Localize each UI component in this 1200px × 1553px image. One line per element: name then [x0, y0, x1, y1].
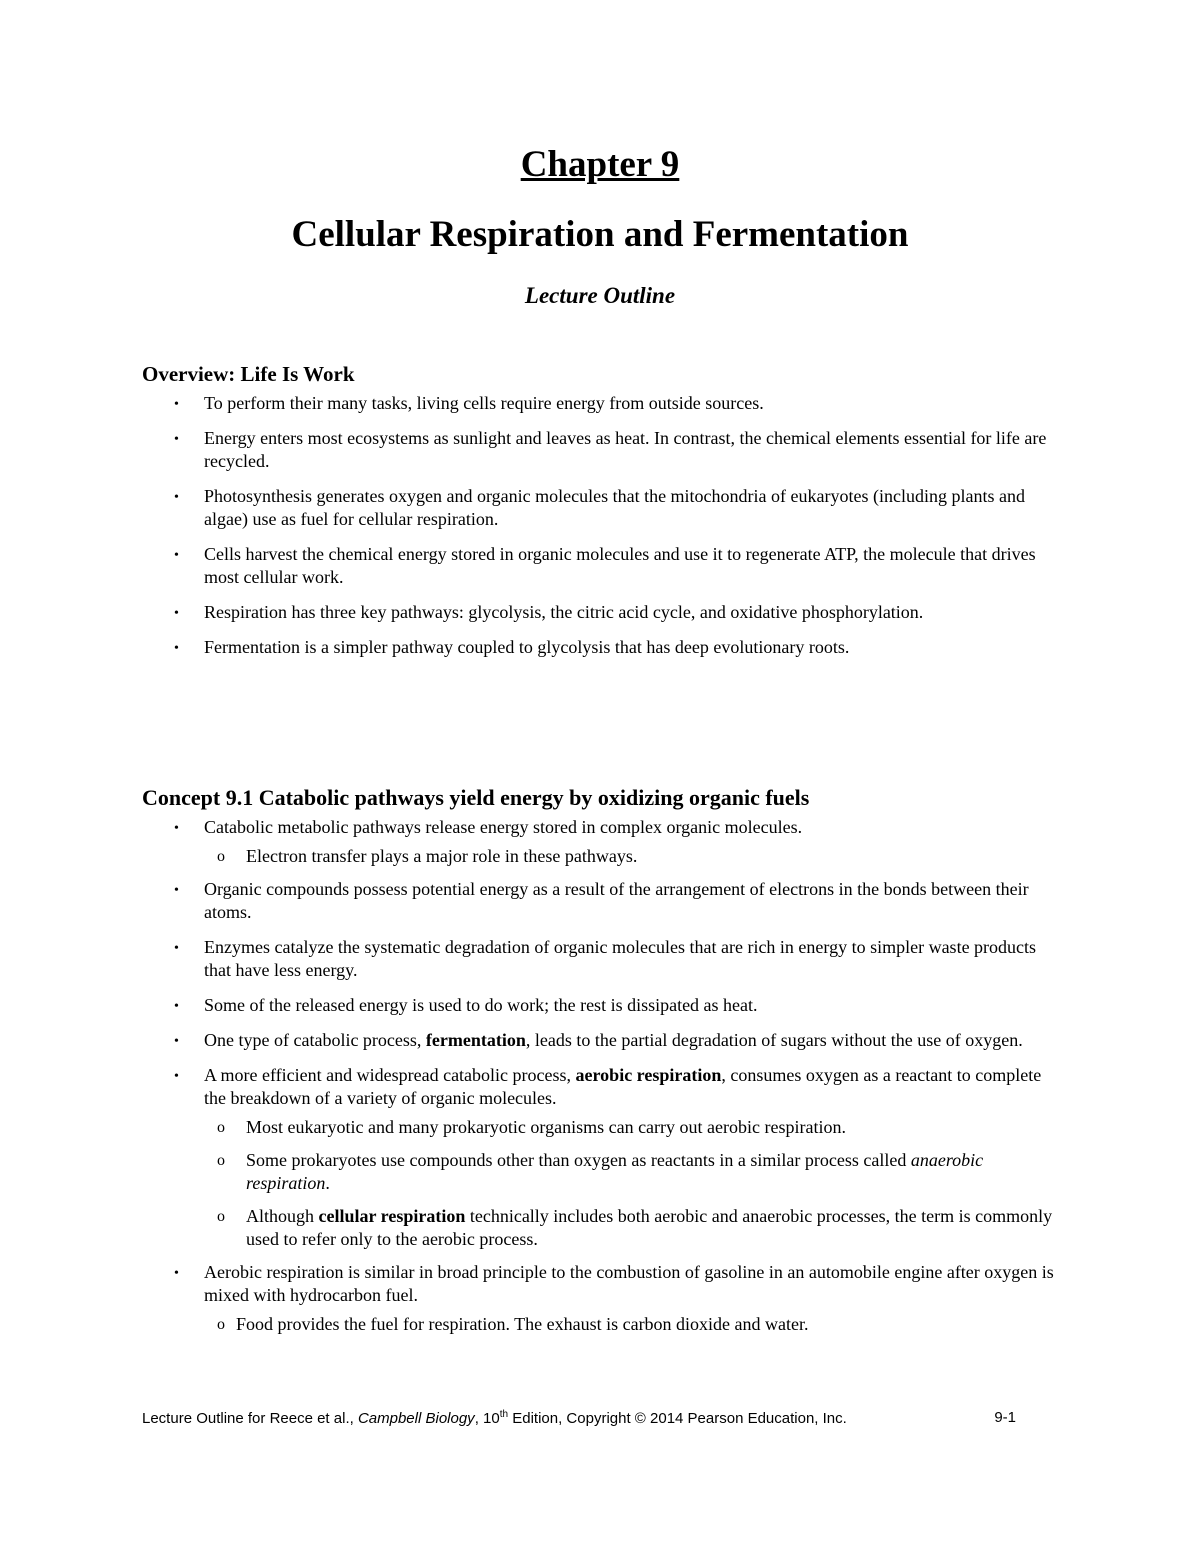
item-text-pre: One type of catabolic process,: [204, 1030, 426, 1050]
sub-list-item: [142, 1149, 1062, 1195]
item-text: To perform their many tasks, living cells require energy from outside sources.: [204, 393, 764, 413]
footer-edition-suffix: th: [499, 1409, 509, 1420]
sub-bullet-icon: o: [217, 1208, 225, 1225]
chapter-title: Cellular Respiration and Fermentation: [291, 214, 909, 255]
list-item: [142, 636, 1062, 659]
bullet-icon: •: [174, 1266, 179, 1281]
bullet-icon: •: [174, 999, 179, 1014]
item-text-pre: A more efficient and widespread catabolic process,: [204, 1065, 576, 1085]
list-item: [142, 936, 1062, 982]
sub-bullet-icon: o: [217, 1119, 225, 1136]
item-text: Respiration has three key pathways: glycolysis, the citric acid cycle, and oxidative phosphorylation.: [204, 602, 924, 622]
item-text-post: .: [325, 1173, 330, 1193]
item-text: Catabolic metabolic pathways release energy stored in complex organic molecules.: [204, 817, 803, 837]
bullet-icon: •: [174, 432, 179, 447]
list-item: [142, 601, 1062, 624]
bullet-icon: •: [174, 821, 179, 836]
list-item: [142, 392, 1062, 415]
item-text-pre: Some prokaryotes use compounds other than oxygen as reactants in a similar process called: [246, 1150, 911, 1170]
page-footer: [142, 1409, 1016, 1427]
bullet-icon: •: [174, 606, 179, 621]
bullet-icon: •: [174, 1034, 179, 1049]
item-text: Cells harvest the chemical energy stored in organic molecules and use it to regenerate ATP, the molecule that drives most cellular work.: [204, 544, 1036, 587]
item-text: Photosynthesis generates oxygen and organic molecules that the mitochondria of eukaryotes (including plants and algae) use as fuel for cellular respiration.: [204, 486, 1025, 529]
key-term: fermentation: [425, 1030, 526, 1050]
item-text-post: , consumes oxygen as a reactant to complete the breakdown of a variety of organic molecules.: [204, 1065, 1042, 1108]
list-item: [142, 1261, 1062, 1307]
bullet-icon: •: [174, 941, 179, 956]
sub-bullet-icon: o: [217, 848, 225, 865]
sub-list-item: [142, 1313, 1062, 1336]
footer-copyright: Edition, Copyright © 2014 Pearson Education, Inc.: [508, 1410, 847, 1427]
bullet-icon: •: [174, 641, 179, 656]
list-item: [142, 485, 1062, 531]
item-text: Electron transfer plays a major role in these pathways.: [246, 846, 638, 866]
overview-list: [142, 392, 1062, 659]
item-text: Fermentation is a simpler pathway coupled to glycolysis that has deep evolutionary roots.: [204, 637, 850, 657]
list-item: [142, 1029, 1062, 1052]
item-text-post: , leads to the partial degradation of sugars without the use of oxygen.: [525, 1030, 1023, 1050]
item-text: Most eukaryotic and many prokaryotic organisms can carry out aerobic respiration.: [246, 1117, 846, 1137]
bullet-icon: •: [174, 548, 179, 563]
overview-heading: Overview: Life Is Work: [142, 362, 355, 386]
footer-book-title: Campbell Biology: [357, 1410, 475, 1427]
footer-prefix: Lecture Outline for Reece et al.,: [142, 1410, 358, 1427]
item-text-pre: Although: [246, 1206, 319, 1226]
item-text: Some of the released energy is used to do work; the rest is dissipated as heat.: [204, 995, 758, 1015]
item-text: Energy enters most ecosystems as sunlight and leaves as heat. In contrast, the chemical elements essential for life are recycled.: [204, 428, 1047, 471]
key-term: cellular respiration: [318, 1206, 466, 1226]
item-text: Organic compounds possess potential energy as a result of the arrangement of electrons in the bonds between their atoms.: [204, 879, 1029, 922]
page-number: 9-1: [994, 1409, 1016, 1426]
key-term: anaerobic respiration: [246, 1150, 984, 1193]
overview-section: [142, 360, 1062, 671]
item-text: Aerobic respiration is similar in broad principle to the combustion of gasoline in an automobile engine after oxygen is mixed with hydrocarbon fuel.: [204, 1262, 1054, 1305]
sub-list-item: [142, 845, 1062, 868]
list-item: [142, 878, 1062, 924]
list-item: [142, 1064, 1062, 1110]
item-text-post: technically includes both aerobic and anaerobic processes, the term is commonly used to refer only to the aerobic process.: [246, 1206, 1053, 1249]
list-item: [142, 543, 1062, 589]
lecture-outline-label: Lecture Outline: [524, 283, 676, 308]
item-text: Food provides the fuel for respiration. The exhaust is carbon dioxide and water.: [236, 1314, 809, 1334]
sub-list-item: [142, 1205, 1062, 1251]
list-item: [142, 816, 1062, 839]
bullet-icon: •: [174, 490, 179, 505]
list-item: [142, 427, 1062, 473]
concept-list: [142, 816, 1062, 1336]
footer-edition: , 10: [474, 1410, 500, 1427]
bullet-icon: •: [174, 1069, 179, 1084]
chapter-number: Chapter 9: [520, 144, 680, 185]
concept-section: [142, 784, 1062, 1346]
sub-list-item: [142, 1116, 1062, 1139]
concept-heading: Concept 9.1 Catabolic pathways yield energy by oxidizing organic fuels: [142, 785, 810, 810]
item-text: Enzymes catalyze the systematic degradation of organic molecules that are rich in energy to simpler waste products that have less energy.: [204, 937, 1037, 980]
key-term: aerobic respiration: [575, 1065, 722, 1085]
list-item: [142, 994, 1062, 1017]
bullet-icon: •: [174, 883, 179, 898]
bullet-icon: •: [174, 397, 179, 412]
sub-bullet-icon: o: [217, 1316, 225, 1333]
sub-bullet-icon: o: [217, 1152, 225, 1169]
